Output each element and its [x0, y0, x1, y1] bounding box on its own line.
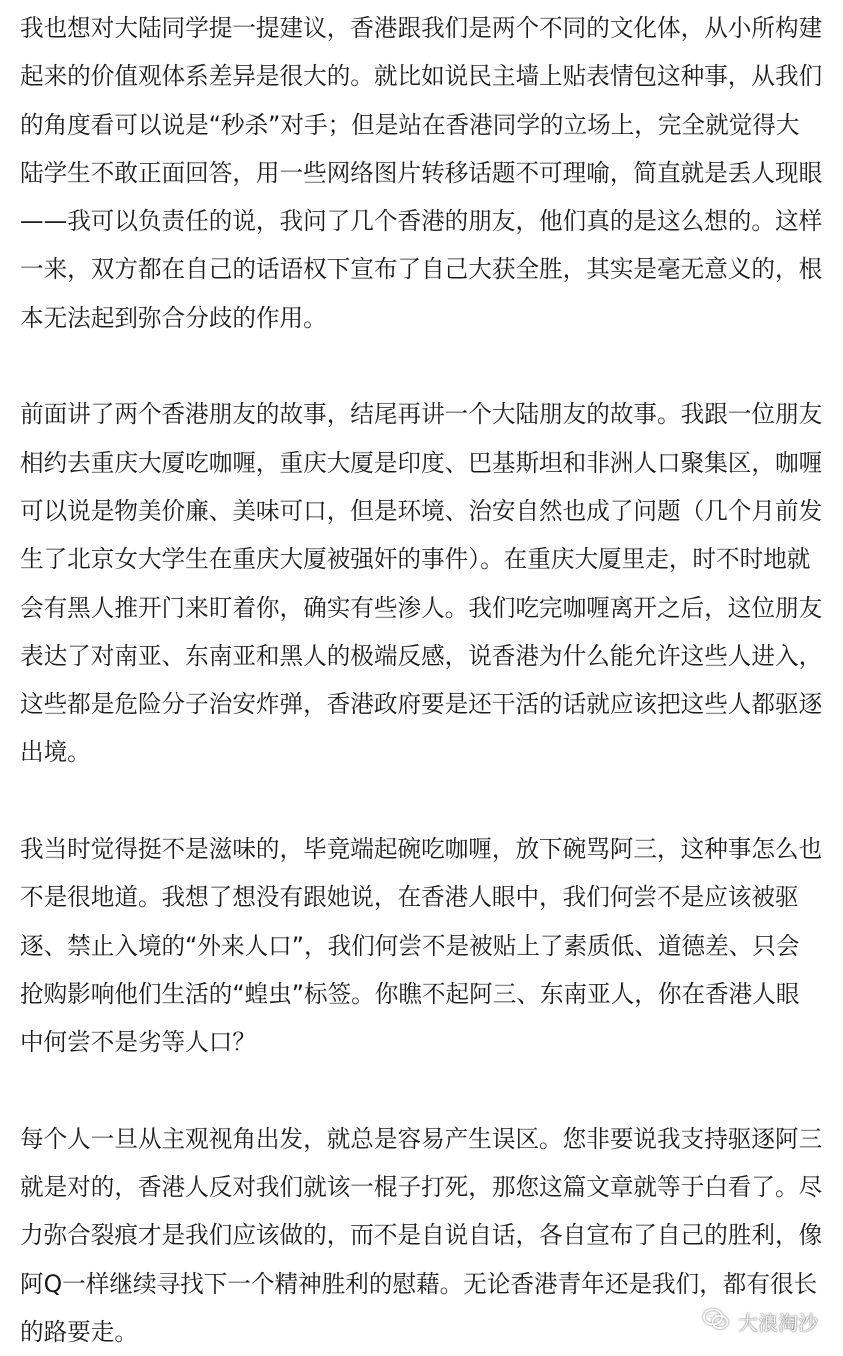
text-line: 出境。 [20, 738, 91, 767]
wechat-icon [702, 1307, 730, 1336]
text-line: ——我可以负责任的说，我问了几个香港的朋友，他们真的是这么想的。这样 [20, 207, 823, 236]
text-line: 逐、禁止入境的“外来人口”，我们何尝不是被贴上了素质低、道德差、只会 [20, 931, 800, 960]
text-line: 我也想对大陆同学提一提建议，香港跟我们是两个不同的文化体，从小所构建 [20, 14, 823, 42]
paragraph-2 [20, 390, 840, 776]
text-line: 中何尝不是劣等人口？ [20, 1028, 256, 1057]
text-line: 一来，双方都在自己的话语权下宣布了自己大获全胜，其实是毫无意义的，根 [20, 255, 823, 284]
text-line: 的路要走。 [20, 1318, 138, 1347]
text-line: 本无法起到弥合分歧的作用。 [20, 303, 327, 332]
paragraph-1 [20, 4, 840, 342]
paragraph-spacer [20, 777, 840, 825]
paragraph-spacer [20, 1067, 840, 1115]
text-line: 前面讲了两个香港朋友的故事，结尾再讲一个大陆朋友的故事。我跟一位朋友 [20, 400, 823, 429]
watermark-text: 大浪淘沙 [738, 1311, 818, 1335]
article-body [20, 4, 840, 1356]
text-line: 的角度看可以说是“秒杀”对手；但是站在香港同学的立场上，完全就觉得大 [20, 110, 800, 139]
paragraph-3 [20, 825, 840, 1066]
text-line: 这些都是危险分子治安炸弹，香港政府要是还干活的话就应该把这些人都驱逐 [20, 690, 823, 719]
text-line: 陆学生不敢正面回答，用一些网络图片转移话题不可理喻，简直就是丢人现眼 [20, 158, 823, 187]
text-line: 就是对的，香港人反对我们就该一棍子打死，那您这篇文章就等于白看了。尽 [20, 1173, 823, 1202]
text-line: 相约去重庆大厦吃咖喱，重庆大厦是印度、巴基斯坦和非洲人口聚集区，咖喱 [20, 448, 823, 477]
text-line: 可以说是物美价廉、美味可口，但是环境、治安自然也成了问题（几个月前发 [20, 496, 823, 525]
text-line: 我当时觉得挺不是滋味的，毕竟端起碗吃咖喱，放下碗骂阿三，这种事怎么也 [20, 835, 823, 864]
watermark [702, 1307, 818, 1336]
text-line: 起来的价值观体系差异是很大的。就比如说民主墙上贴表情包这种事，从我们 [20, 62, 823, 91]
text-line: 阿Q一样继续寻找下一个精神胜利的慰藉。无论香港青年还是我们，都有很长 [20, 1269, 818, 1298]
text-line: 生了北京女大学生在重庆大厦被强奸的事件）。在重庆大厦里走，时不时地就 [20, 545, 811, 574]
paragraph-spacer [20, 342, 840, 390]
text-line: 力弥合裂痕才是我们应该做的，而不是自说自话，各自宣布了自己的胜利，像 [20, 1221, 823, 1250]
text-line: 每个人一旦从主观视角出发，就总是容易产生误区。您非要说我支持驱逐阿三 [20, 1124, 823, 1153]
text-line: 抢购影响他们生活的“蝗虫”标签。你瞧不起阿三、东南亚人，你在香港人眼 [20, 979, 800, 1008]
text-line: 不是很地道。我想了想没有跟她说，在香港人眼中，我们何尝不是应该被驱 [20, 883, 799, 912]
text-line: 表达了对南亚、东南亚和黑人的极端反感，说香港为什么能允许这些人进入， [20, 641, 823, 670]
text-line: 会有黑人推开门来盯着你，确实有些渗人。我们吃完咖喱离开之后，这位朋友 [20, 593, 823, 622]
